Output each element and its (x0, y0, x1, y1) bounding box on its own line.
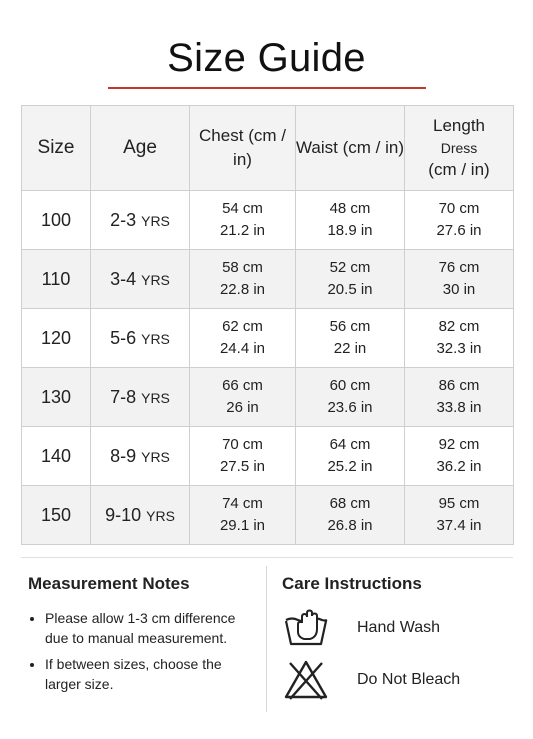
header-age: Age (91, 106, 190, 191)
length-cm: 86 cm (438, 377, 480, 394)
waist-cm: 64 cm (329, 436, 371, 453)
chest-in: 29.1 in (219, 517, 266, 534)
chest-cell (190, 191, 296, 250)
chest-cell (190, 486, 296, 545)
chest-cm: 58 cm (222, 259, 263, 276)
care-title: Care Instructions (282, 574, 422, 593)
length-cell (405, 486, 514, 545)
table-row (22, 191, 514, 250)
chest-cell (190, 309, 296, 368)
chest-cm: 66 cm (222, 377, 263, 394)
waist-in: 23.6 in (327, 399, 373, 416)
age-value: 5-6 (110, 327, 137, 348)
title-underline (108, 87, 426, 89)
header-waist (296, 106, 405, 191)
waist-cell (296, 368, 405, 427)
table-row (22, 309, 514, 368)
waist-cell (296, 250, 405, 309)
length-cm: 70 cm (438, 200, 480, 217)
length-cell (405, 250, 514, 309)
waist-cell (296, 486, 405, 545)
table-row (22, 368, 514, 427)
age-unit: YRS (146, 507, 175, 524)
waist-cm: 56 cm (329, 318, 371, 335)
header-length-unit: (cm / in) (428, 160, 490, 179)
table-row (22, 250, 514, 309)
length-cm: 92 cm (438, 436, 480, 453)
chest-cell (190, 368, 296, 427)
care-label-do-not-bleach: Do Not Bleach (357, 671, 461, 688)
waist-cm: 52 cm (329, 259, 371, 276)
length-cell (405, 309, 514, 368)
measurement-notes (28, 574, 258, 700)
table-row (22, 486, 514, 545)
age-value: 8-9 (110, 445, 137, 466)
length-in: 30 in (442, 281, 476, 298)
age-cell (91, 191, 190, 250)
age-cell (91, 486, 190, 545)
chest-in: 27.5 in (219, 458, 266, 475)
age-unit: YRS (141, 271, 170, 288)
age-unit: YRS (141, 212, 170, 229)
care-instructions (282, 574, 522, 688)
notes-title: Measurement Notes (28, 574, 190, 593)
age-cell (91, 250, 190, 309)
age-value: 3-4 (110, 268, 137, 289)
age-cell (91, 368, 190, 427)
length-cm: 76 cm (438, 259, 480, 276)
header-chest (190, 106, 296, 191)
length-cm: 95 cm (438, 495, 480, 512)
size-cell: 130 (22, 368, 91, 427)
age-cell (91, 309, 190, 368)
chest-cm: 74 cm (222, 495, 263, 512)
age-value: 2-3 (110, 209, 137, 230)
length-cell (405, 191, 514, 250)
waist-in: 22 in (333, 340, 367, 357)
waist-in: 18.9 in (327, 222, 373, 239)
length-cell (405, 427, 514, 486)
size-cell: 100 (22, 191, 91, 250)
age-value: 9-10 (105, 504, 142, 525)
waist-in: 25.2 in (327, 458, 373, 475)
length-in: 33.8 in (436, 399, 482, 416)
waist-in: 20.5 in (327, 281, 373, 298)
size-cell: 150 (22, 486, 91, 545)
waist-cell (296, 191, 405, 250)
waist-cm: 68 cm (329, 495, 371, 512)
page-title: Size Guide (167, 36, 366, 80)
age-value: 7-8 (110, 386, 137, 407)
length-in: 32.3 in (436, 340, 482, 357)
chest-cell (190, 427, 296, 486)
chest-cm: 70 cm (222, 436, 263, 453)
chest-in: 26 in (226, 399, 259, 416)
table-header-row (22, 106, 514, 191)
header-length-label: Length (433, 116, 485, 135)
header-size: Size (22, 106, 91, 191)
length-in: 27.6 in (436, 222, 482, 239)
age-unit: YRS (141, 448, 170, 465)
header-chest-unit: (cm / in) (233, 126, 286, 169)
vertical-divider (266, 566, 267, 712)
length-cm: 82 cm (438, 318, 480, 335)
chest-cm: 54 cm (222, 200, 263, 217)
waist-cm: 48 cm (329, 200, 371, 217)
do-not-bleach-icon (282, 658, 330, 702)
size-cell: 120 (22, 309, 91, 368)
length-in: 36.2 in (436, 458, 482, 475)
size-cell: 110 (22, 250, 91, 309)
chest-in: 22.8 in (219, 281, 266, 298)
length-in: 37.4 in (436, 517, 482, 534)
chest-in: 24.4 in (219, 340, 266, 357)
list-item: • Please allow 1-3 cm difference due to manual measurement. (45, 608, 258, 648)
waist-cm: 60 cm (329, 377, 371, 394)
table-row (22, 427, 514, 486)
header-length (405, 106, 514, 191)
section-divider (21, 557, 513, 558)
size-cell: 140 (22, 427, 91, 486)
waist-cell (296, 309, 405, 368)
care-label-hand-wash: Hand Wash (357, 619, 440, 636)
care-item-do-not-bleach (282, 658, 460, 702)
header-waist-unit: (cm / in) (342, 138, 404, 157)
age-unit: YRS (141, 330, 170, 347)
age-unit: YRS (141, 389, 170, 406)
header-waist-label: Waist (296, 138, 338, 157)
notes-list (28, 608, 258, 694)
size-table (21, 105, 514, 545)
list-item: • If between sizes, choose the larger size. (45, 654, 258, 694)
hand-wash-icon (282, 606, 330, 650)
chest-in: 21.2 in (219, 222, 266, 239)
chest-cm: 62 cm (222, 318, 263, 335)
age-cell (91, 427, 190, 486)
header-chest-label: Chest (199, 126, 244, 145)
care-item-hand-wash (282, 606, 440, 650)
chest-cell (190, 250, 296, 309)
waist-cell (296, 427, 405, 486)
waist-in: 26.8 in (327, 517, 373, 534)
length-cell (405, 368, 514, 427)
header-length-sub: Dress (440, 140, 478, 156)
